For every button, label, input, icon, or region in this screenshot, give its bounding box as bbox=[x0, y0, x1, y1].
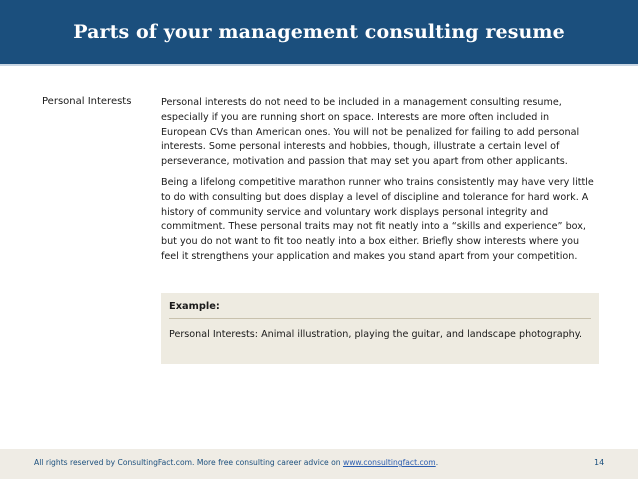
section-label: Personal Interests bbox=[42, 96, 132, 107]
example-heading: Example: bbox=[169, 301, 591, 319]
body-paragraph-2: Being a lifelong competitive marathon runner who trains consistently may have very little to do with consulting but does display a level of discipline and tolerance for hard work. A history of community service and voluntary work displays personal integrity and commitment. These personal traits may not fit neatly into a “skills and experience” box, but you do not want to fit too neatly into a box either. Briefly show interests where you feel it strengthens your application and makes you stand apart from your competition. bbox=[161, 176, 594, 262]
header-divider bbox=[0, 64, 638, 66]
body-paragraph-1: Personal interests do not need to be included in a management consulting resume, especially if you are running short on space. Interests are more often included in European CVs than American ones. You will not be penalized for failing to add personal interests. Some personal interests and hobbies, though, illustrate a certain level of perseverance, motivation and passion that may set you apart from other applicants. bbox=[161, 97, 580, 168]
footer-suffix: . bbox=[435, 458, 439, 467]
footer-copyright bbox=[34, 458, 438, 467]
footer-bar bbox=[0, 449, 638, 479]
footer-text: All rights reserved by ConsultingFact.com. More free consulting career advice on bbox=[34, 458, 343, 467]
example-box bbox=[161, 293, 599, 364]
page-number: 14 bbox=[594, 458, 605, 467]
example-text: Personal Interests: Animal illustration, playing the guitar, and landscape photography. bbox=[169, 329, 583, 340]
footer-website-link[interactable]: www.consultingfact.com bbox=[343, 458, 436, 467]
section-body bbox=[161, 96, 597, 271]
header-bar bbox=[0, 0, 638, 64]
page-title: Parts of your management consulting resume bbox=[73, 21, 565, 43]
